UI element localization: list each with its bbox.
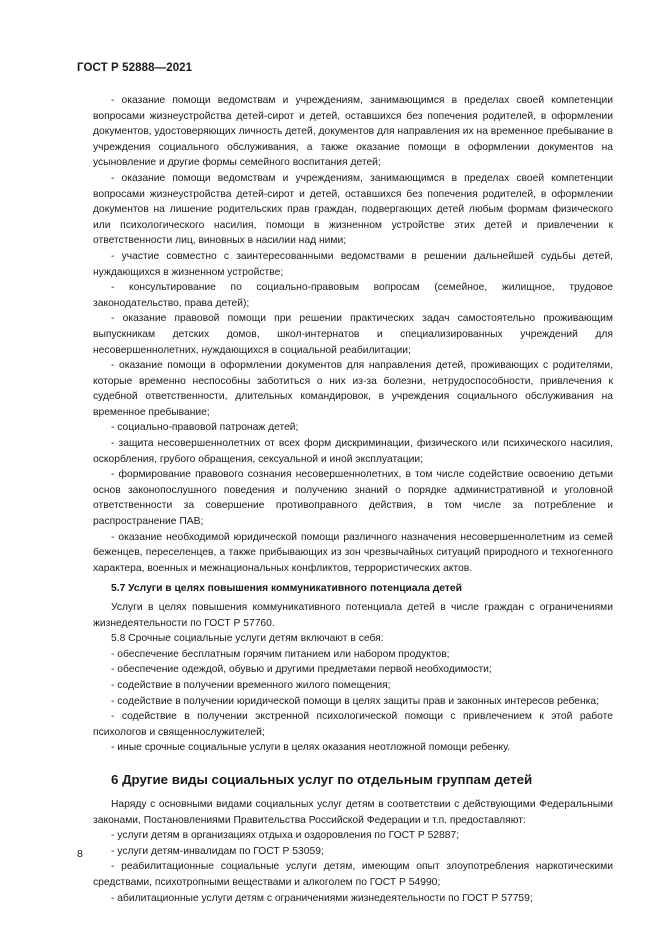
list-item: - оказание помощи ведомствам и учреждениям, занимающимся в пределах своей компетенции вопросами жизнеустройства детей-сирот и детей, оставшихся без попечения родителей, в оформлении документов, удостоверяющих личность детей, документов для направления их на временное пребывание в учреждения социального обслуживания, а также оказание помощи в оформлении документов на усыновление и другие формы семейного воспитания детей;: [93, 95, 613, 169]
list-item: - услуги детям в организациях отдыха и оздоровления по ГОСТ Р 52887;: [111, 830, 460, 842]
list-item: - содействие в получении временного жилого помещения;: [111, 679, 391, 691]
list-item: - оказание необходимой юридической помощи различного назначения несовершеннолетним из семей беженцев, переселенцев, а также прибывающих из зон чрезвычайных ситуаций природного и техногенного характера, военных и межнациональных конфликтов, террористических актов.: [93, 531, 613, 574]
list-item: - оказание помощи в оформлении документов для направления детей, проживающих с родителями, которые временно неспособны заботиться о них из-за болезни, нетрудоспособности, привлечения к судебной ответственности, длительных командировок, в учреждения социального обслуживания на временное пребывание;: [93, 360, 613, 418]
list-item: - оказание правовой помощи при решении практических задач самостоятельно проживающим выпускникам детских домов, школ-интернатов и специализированных учреждений для несовершеннолетних, нуждающихся в социальной реабилитации;: [93, 313, 613, 356]
list-item: - иные срочные социальные услуги в целях оказания неотложной помощи ребенку.: [111, 742, 511, 754]
document-header: ГОСТ Р 52888—2021: [77, 62, 193, 74]
list-item: - консультирование по социально-правовым вопросам (семейное, жилищное, трудовое законодательство, права детей);: [93, 282, 613, 309]
list-item: - содействие в получении экстренной психологической помощи с привлечением к этой работе психологов и священнослужителей;: [93, 711, 613, 738]
list-item: - социально-правовой патронаж детей;: [111, 422, 299, 434]
list-item: - участие совместно с заинтересованными ведомствами в решении дальнейшей судьбы детей, нуждающихся в жизненном устройстве;: [93, 250, 613, 278]
page-number: 8: [77, 848, 83, 860]
list-item: - содействие в получении юридической помощи в целях защиты прав и законных интересов ребенка;: [111, 695, 599, 707]
section-5-7-text: Услуги в целях повышения коммуникативного потенциала детей в числе граждан с ограничениями жизнедеятельности по ГОСТ Р 57760.: [93, 602, 613, 629]
list-item: - реабилитационные социальные услуги детям, имеющим опыт злоупотребления наркотическими средствами, психотропными веществами и алкоголем по ГОСТ Р 54990;: [93, 861, 613, 888]
section-5-7-heading: 5.7 Услуги в целях повышения коммуникативного потенциала детей: [111, 583, 462, 595]
list-item: - защита несовершеннолетних от всех форм дискриминации, физического или психического насилия, оскорбления, грубого обращения, сексуальной и иной эксплуатации;: [93, 438, 613, 465]
list-item: - формирование правового сознания несовершеннолетних, в том числе содействие освоению детьми основ законопослушного поведения и получению знаний о порядке административной и уголовной ответственности за совершение противоправного действия, в том числе за потребление и распространение ПАВ;: [93, 469, 613, 528]
section-6-heading: 6 Другие виды социальных услуг по отдельным группам детей: [111, 771, 533, 787]
page-body: [93, 93, 613, 906]
list-item: - оказание помощи ведомствам и учреждениям, занимающимся в пределах своей компетенции вопросами жизнеустройства детей-сирот и детей, оставшихся без попечения родителей, в оформлении документов на лишение родительских прав граждан, подвергающих детей любым формам физического или психологического насилия, помощи в жизненном устройстве этих детей и привлечении к ответственности лиц, виновных в насилии над ними;: [93, 172, 613, 247]
section-5-8-intro: 5.8 Срочные социальные услуги детям включают в себя:: [111, 633, 384, 645]
section-6-intro: Наряду с основными видами социальных услуг детям в соответствии с действующими Федеральными законами, Постановлениями Правительства Российской Федерации и т.п. предоставляют:: [93, 798, 613, 826]
list-item: - обеспечение одеждой, обувью и другими предметами первой необходимости;: [111, 664, 492, 676]
list-item: - услуги детям-инвалидам по ГОСТ Р 53059;: [111, 845, 324, 857]
list-item: - обеспечение бесплатным горячим питанием или набором продуктов;: [111, 648, 450, 660]
list-item: - абилитационные услуги детям с ограничениями жизнедеятельности по ГОСТ Р 57759;: [111, 892, 533, 904]
